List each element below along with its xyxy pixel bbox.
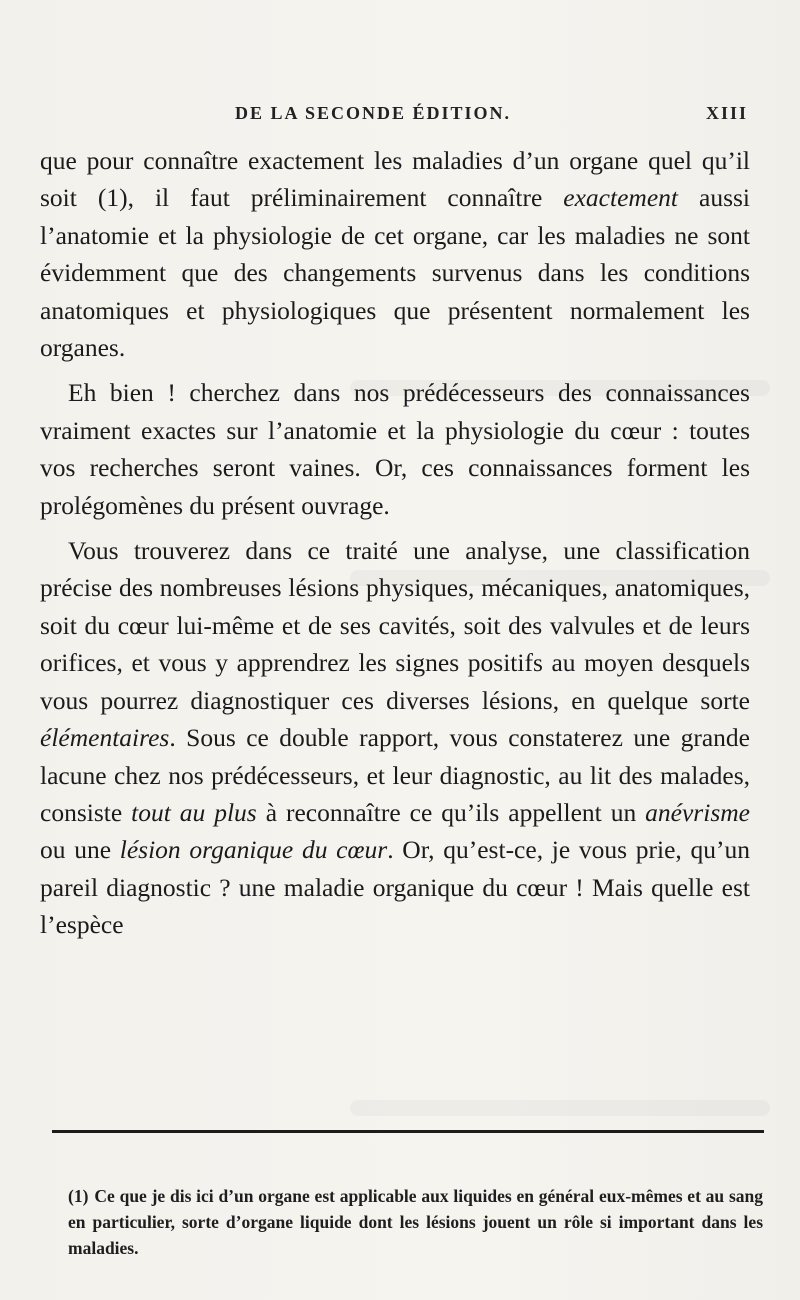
paragraph: [40, 142, 750, 366]
text-run: . Sous ce double rapport, vous constaterez une grande lacune chez nos prédécesseurs, et leur diagnostic, au lit des malades, consiste: [40, 723, 750, 827]
text-run: ou une: [40, 835, 120, 865]
text-run: que pour connaître exactement les maladies d’un organe quel qu’il soit (1), il faut préliminairement connaître: [40, 146, 750, 213]
text-run: Vous trouverez dans ce traité une analyse, une classification précise des nombreuses lésions physiques, mécaniques, anatomiques, soit du cœur lui-même et de ses cavités, soit des valvules et de leurs orifices, et vous y apprendrez les signes positifs au moyen desquels vous pourrez diagnostiquer ces diverses lésions, en quelque sorte: [40, 536, 750, 715]
page-number: XIII: [705, 103, 748, 123]
running-head-title: DE LA SECONDE ÉDITION.: [235, 103, 512, 123]
italic-run: élémentaires: [40, 723, 170, 753]
italic-run: tout au plus: [131, 797, 257, 827]
footnote-marker: (1): [68, 1186, 89, 1206]
show-through-line: [350, 1100, 770, 1116]
italic-run: anévrisme: [645, 797, 750, 827]
paragraph: [40, 374, 750, 524]
italic-run: exactement: [563, 183, 678, 213]
body-text: [40, 142, 750, 944]
footnote-text: Ce que je dis ici d’un organe est applicable aux liquides en général eux-mêmes et au sang en particulier, sorte d’organe liquide dont les lésions jouent un rôle si important dans les maladies.: [68, 1186, 763, 1258]
text-run: . Or, qu’est-ce, je vous prie, qu’un pareil diagnostic ? une maladie organique du cœur ! Mais quelle est l’espèce: [40, 835, 751, 940]
text-run: Eh bien ! cherchez dans nos prédécesseurs des connaissances vraiment exactes sur l’anatomie et la physiologie du cœur : toutes vos recherches seront vaines. Or, ces connaissances forment les prolégomènes du présent ouvrage.: [40, 378, 750, 520]
text-run: aussi l’anatomie et la physiologie de cet organe, car les maladies ne sont évidemment que des changements survenus dans les conditions anatomiques et physiologiques que présentent normalement les organes.: [40, 183, 750, 363]
running-head: [40, 103, 760, 131]
text-run: à reconnaître ce qu’ils appellent un: [256, 797, 646, 827]
footnote-separator-rule: [52, 1130, 764, 1133]
footnote: [68, 1183, 763, 1261]
paragraph: [40, 532, 750, 943]
italic-run: lésion organique du cœur: [119, 835, 388, 865]
